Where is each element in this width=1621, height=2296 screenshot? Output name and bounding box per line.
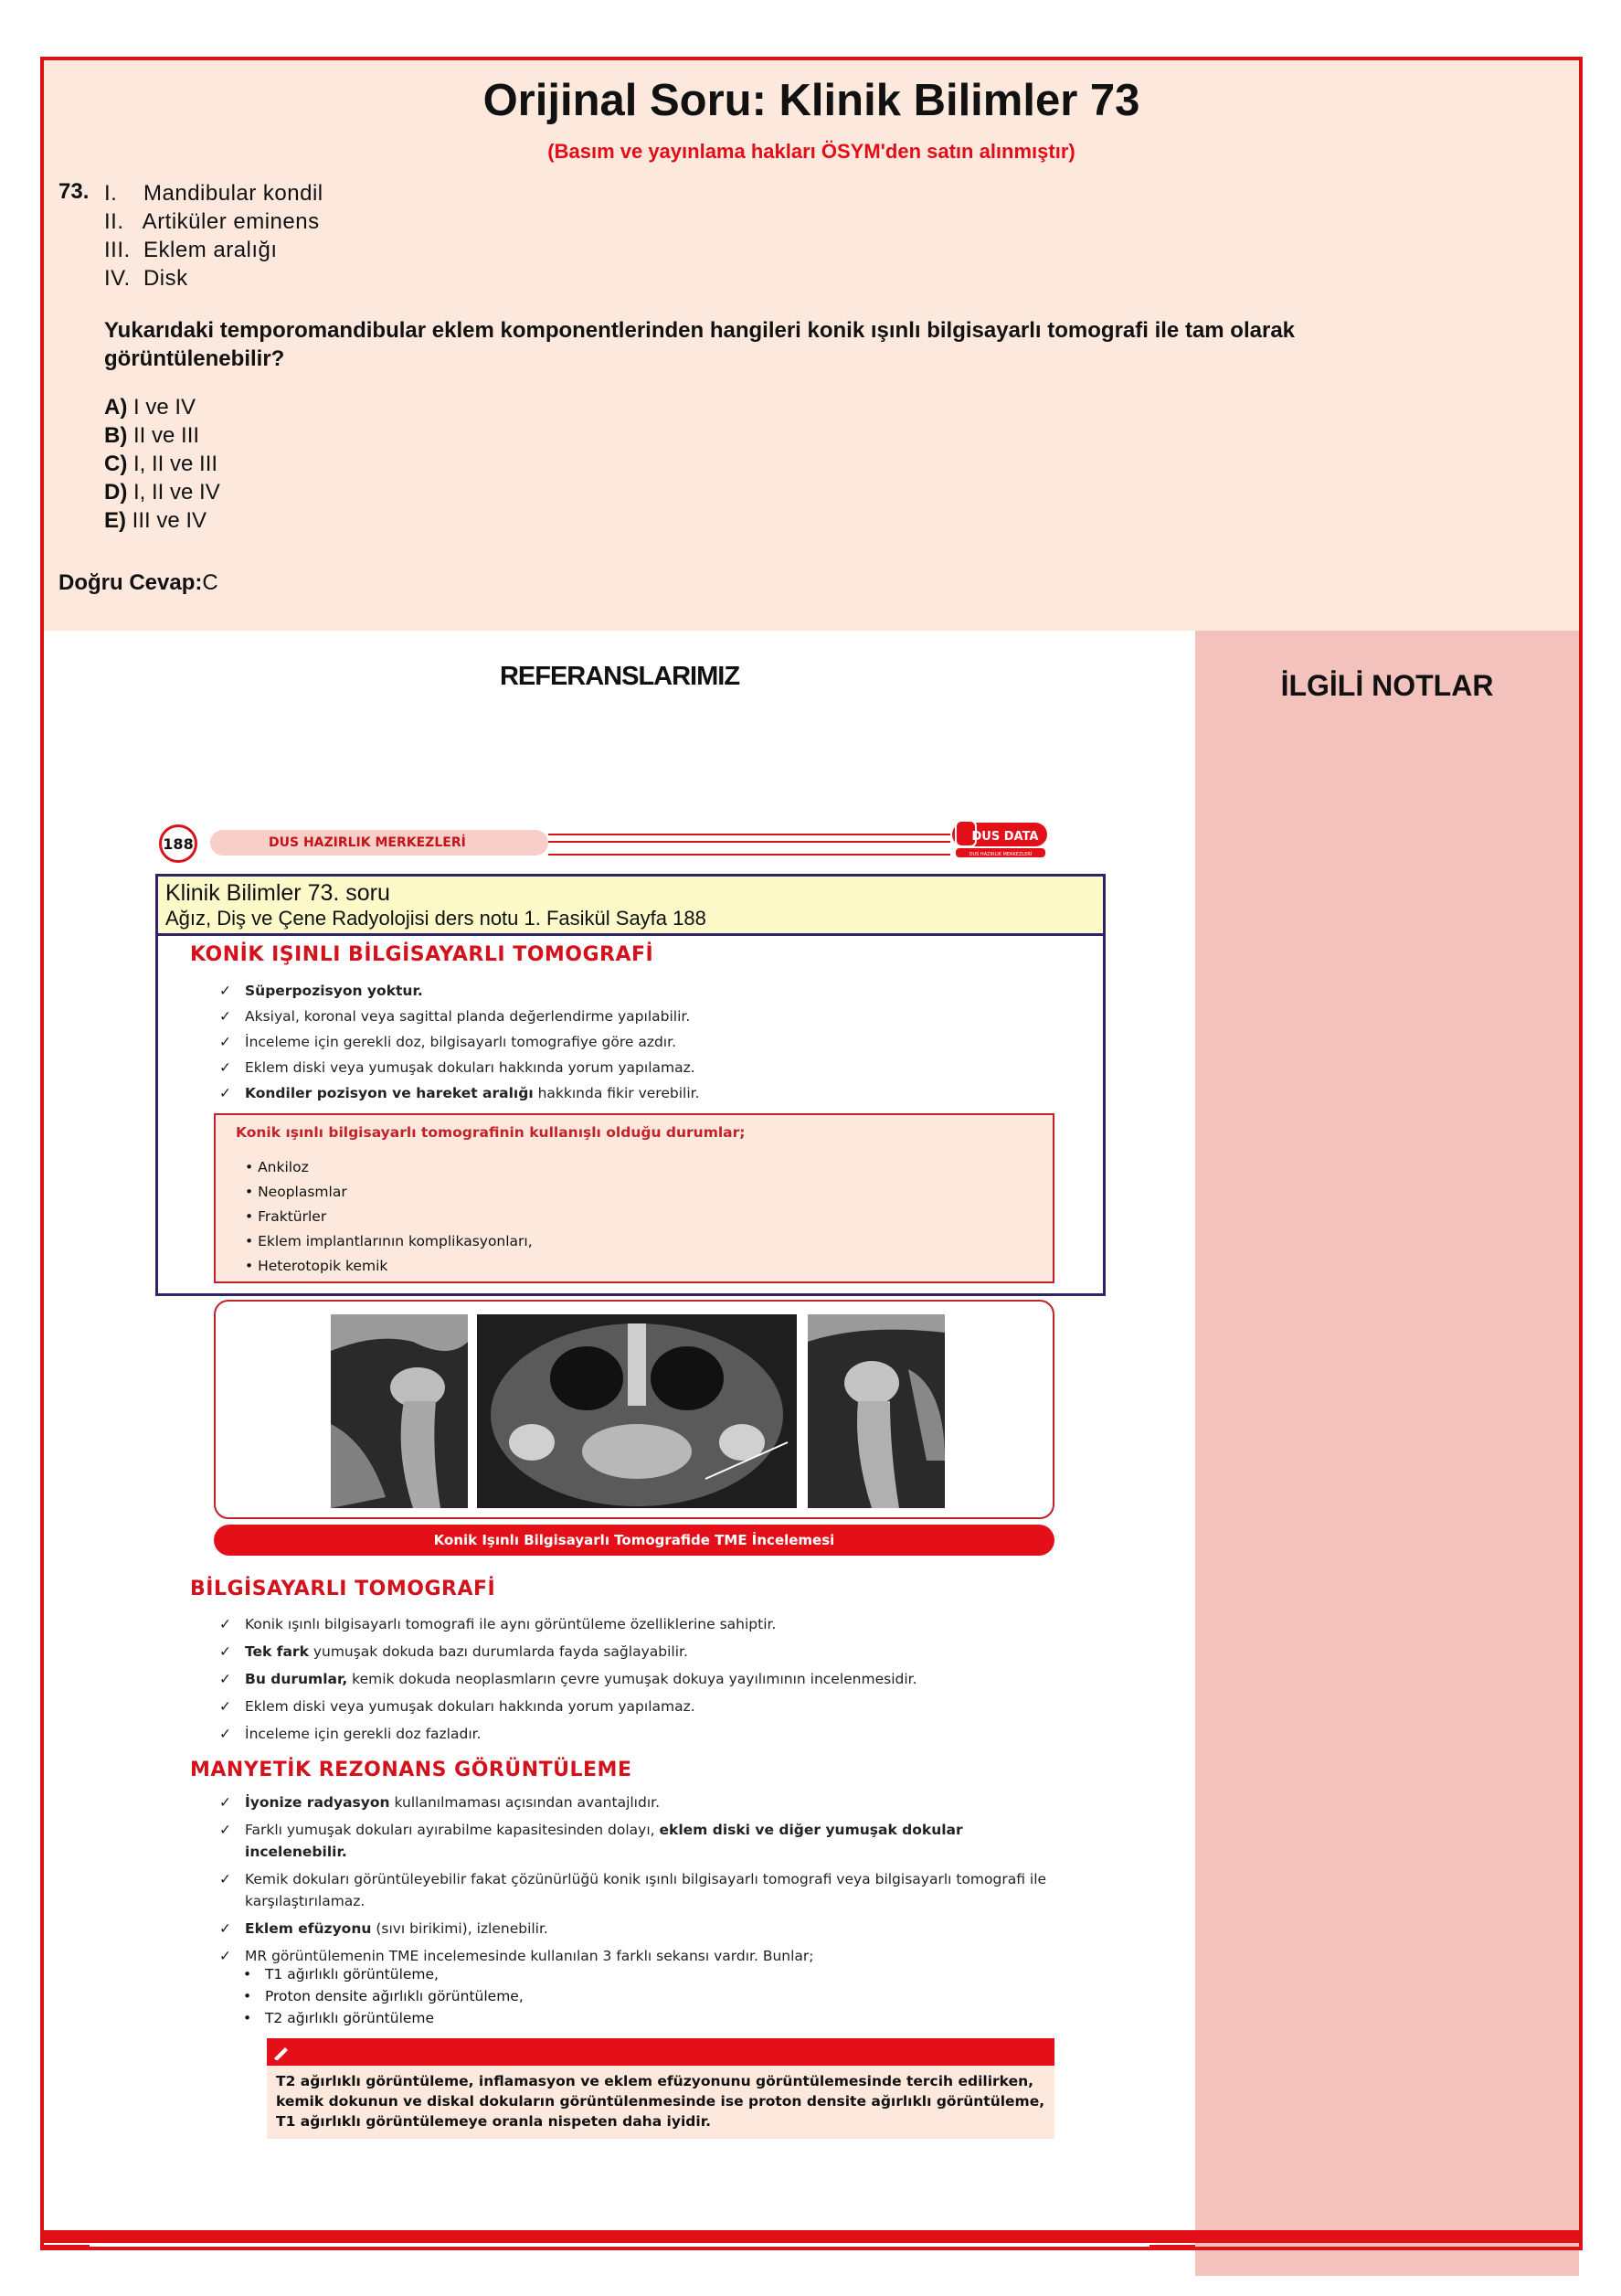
section-title-cbct: KONİK IŞINLI BİLGİSAYARLI TOMOGRAFİ	[190, 943, 654, 966]
check-item: ✓ Bu durumlar, kemik dokuda neoplasmların çevre yumuşak dokuya yayılımının incelenmesidir.	[219, 1665, 1060, 1693]
logo-text: DUS DATA	[971, 830, 1039, 844]
banner-lines	[548, 834, 950, 856]
check-item: ✓ Tek fark yumuşak dokuda bazı durumlarda fayda sağlayabilir.	[219, 1638, 1060, 1665]
banner-line-mid	[548, 841, 950, 843]
usage-box-title: Konik ışınlı bilgisayarlı tomografinin kullanışlı olduğu durumlar;	[236, 1124, 746, 1141]
check-item: ✓ Süperpozisyon yoktur.	[219, 978, 1060, 1004]
dusdata-logo	[950, 817, 1051, 863]
figure-caption: Konik Işınlı Bilgisayarlı Tomografide TME İncelemesi	[214, 1525, 1054, 1556]
question-number: 73.	[58, 179, 90, 204]
ct-sagittal-left-image	[331, 1314, 468, 1508]
reference-source: Ağız, Diş ve Çene Radyolojisi ders notu 1. Fasikül Sayfa 188	[165, 907, 706, 930]
option-c: C) I, II ve III	[104, 452, 218, 476]
section-title-ct: BİLGİSAYARLI TOMOGRAFİ	[190, 1578, 496, 1600]
reference-question-label: Klinik Bilimler 73. soru	[165, 880, 390, 906]
usage-list	[245, 1155, 533, 1279]
section-title-mri: MANYETİK REZONANS GÖRÜNTÜLEME	[190, 1759, 632, 1781]
notes-heading: İLGİLİ NOTLAR	[1280, 669, 1494, 702]
usage-item: • Heterotopik kemik	[245, 1258, 388, 1274]
pencil-icon	[272, 2044, 291, 2060]
answer-options	[104, 393, 220, 535]
check-item: ✓ Eklem diski veya yumuşak dokuları hakkında yorum yapılamaz.	[219, 1693, 1060, 1720]
option-b: B) II ve III	[104, 423, 200, 448]
sequence-item: • Proton densite ağırlıklı görüntüleme,	[243, 1988, 524, 2004]
usage-item: • Eklem implantlarının komplikasyonları,	[245, 1233, 533, 1249]
question-item: III. Eklem aralığı	[104, 238, 278, 262]
check-item: ✓ İnceleme için gerekli doz fazladır.	[219, 1720, 1060, 1748]
check-item: ✓ Konik ışınlı bilgisayarlı tomografi ile aynı görüntüleme özelliklerine sahiptir.	[219, 1610, 1060, 1638]
copyright-note: (Basım ve yayınlama hakları ÖSYM'den satın alınmıştır)	[547, 140, 1075, 163]
check-item: ✓ Kemik dokuları görüntüleyebilir fakat çözünürlüğü konik ışınlı bilgisayarlı tomografi veya bilgisayarlı tomografi ile karşılaştırılamaz.	[219, 1868, 1051, 1912]
usage-item: • Neoplasmlar	[245, 1184, 347, 1200]
references-heading: REFERANSLARIMIZ	[499, 662, 740, 691]
cbct-usage-box	[214, 1113, 1054, 1283]
check-item: ✓ Eklem diski veya yumuşak dokuları hakkında yorum yapılamaz.	[219, 1055, 1060, 1080]
publisher-banner: DUS HAZIRLIK MERKEZLERİ	[210, 830, 548, 856]
check-item: ✓ MR görüntülemenin TME incelemesinde kullanılan 3 farklı sekansı vardır. Bunlar;	[219, 1945, 1051, 1967]
check-item: ✓ Eklem efüzyonu (sıvı birikimi), izlenebilir.	[219, 1918, 1051, 1940]
question-item: II. Artiküler eminens	[104, 209, 320, 234]
bottom-tick-right	[1150, 2245, 1195, 2250]
sequence-item: • T1 ağırlıklı görüntüleme,	[243, 1966, 439, 1982]
note-bar	[267, 2038, 1054, 2066]
check-item: ✓ Aksiyal, koronal veya sagittal planda değerlendirme yapılabilir.	[219, 1004, 1060, 1029]
ct-axial-image	[477, 1314, 797, 1508]
ct-figure-frame	[214, 1300, 1054, 1519]
question-stem: Yukarıdaki temporomandibular eklem komponentlerinden hangileri konik ışınlı bilgisayarlı tomografi ile tam olarak görüntülenebilir?	[104, 318, 1296, 371]
option-e: E) III ve IV	[104, 508, 207, 533]
correct-answer: Doğru Cevap:C	[58, 570, 218, 595]
cbct-checklist	[219, 978, 1060, 1106]
reference-page-image	[155, 813, 1069, 2148]
check-item: ✓ İyonize radyasyon kullanılmaması açısından avantajlıdır.	[219, 1791, 1051, 1813]
mri-checklist	[219, 1791, 1051, 1969]
sequence-item: • T2 ağırlıklı görüntüleme	[243, 2010, 435, 2026]
option-a: A) I ve IV	[104, 395, 196, 420]
reference-highlight	[155, 874, 1106, 936]
check-item: ✓ Farklı yumuşak dokuları ayırabilme kapasitesinden dolayı, eklem diski ve diğer yumuşak dokular incelenebilir.	[219, 1819, 1051, 1863]
bottom-rule	[44, 2230, 1579, 2243]
ct-sagittal-right-image	[808, 1314, 945, 1508]
page-title: Orijinal Soru: Klinik Bilimler 73	[482, 76, 1140, 125]
usage-item: • Ankiloz	[245, 1159, 309, 1175]
usage-item: • Fraktürler	[245, 1208, 327, 1225]
mri-note: T2 ağırlıklı görüntüleme, inflamasyon ve eklem efüzyonunu görüntülemesinde tercih edilirken, kemik dokunun ve diskal dokuların görüntülenmesinde ise proton densite ağırlıklı görüntüleme, T1 ağırlıklı görüntülemeye oranla nispeten daha iyidir.	[267, 2066, 1054, 2139]
bottom-tick-left	[40, 2245, 90, 2250]
question-item: I. Mandibular kondil	[104, 181, 323, 206]
ct-checklist	[219, 1610, 1060, 1748]
check-item: ✓ İnceleme için gerekli doz, bilgisayarlı tomografiye göre azdır.	[219, 1029, 1060, 1055]
option-d: D) I, II ve IV	[104, 480, 220, 505]
question-item: IV. Disk	[104, 266, 188, 291]
logo-subtext: DUS HAZIRLIK MERKEZLERİ	[969, 852, 1033, 857]
mri-sequence-list	[243, 1963, 524, 2029]
check-item: ✓ Kondiler pozisyon ve hareket aralığı hakkında fikir verebilir.	[219, 1080, 1060, 1106]
page-number-badge: 188	[159, 824, 197, 863]
question-items	[104, 179, 323, 292]
